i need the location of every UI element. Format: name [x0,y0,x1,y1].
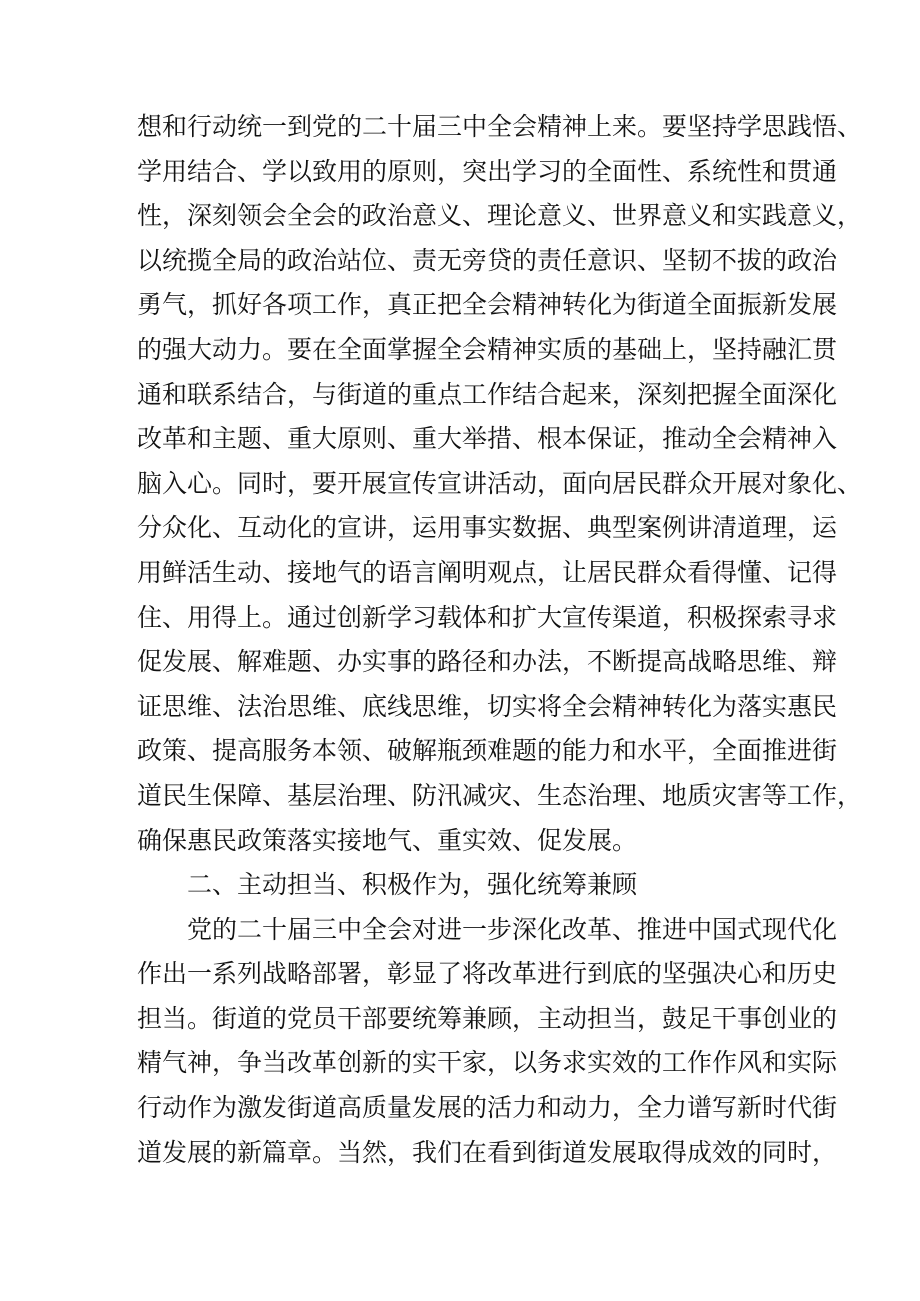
body-line: 担当。街道的党员干部要统筹兼顾，主动担当，鼓足干事创业的 [137,1003,838,1033]
body-line: 性，深刻领会全会的政治意义、理论意义、世界意义和实践意义， [137,201,863,231]
body-line: 用鲜活生动、接地气的语言阐明观点，让居民群众看得懂、记得 [137,557,838,587]
body-line: 证思维、法治思维、底线思维，切实将全会精神转化为落实惠民 [137,691,838,721]
document-body [137,105,863,1175]
paragraph-first-line: 党的二十届三中全会对进一步深化改革、推进中国式现代化 [187,914,838,944]
body-line: 精气神，争当改革创新的实干家，以务求实效的工作作风和实际 [137,1048,838,1078]
body-line: 通和联系结合，与街道的重点工作结合起来，深刻把握全面深化 [137,379,838,409]
section-heading: 二、主动担当、积极作为，强化统筹兼顾 [187,870,638,900]
body-line: 作出一系列战略部署，彰显了将改革进行到底的坚强决心和历史 [137,959,838,989]
body-line: 道发展的新篇章。当然，我们在看到街道发展取得成效的同时， [137,1137,838,1167]
body-line: 学用结合、学以致用的原则，突出学习的全面性、系统性和贯通 [137,156,838,186]
body-line: 促发展、解难题、办实事的路径和办法，不断提高战略思维、辩 [137,647,838,677]
body-line: 以统揽全局的政治站位、责无旁贷的责任意识、坚韧不拔的政治 [137,245,838,275]
body-line: 脑入心。同时，要开展宣传宣讲活动，面向居民群众开展对象化、 [137,468,863,498]
body-line: 道民生保障、基层治理、防汛减灾、生态治理、地质灾害等工作， [137,780,863,810]
body-line: 分众化、互动化的宣讲，运用事实数据、典型案例讲清道理，运 [137,513,838,543]
body-line: 想和行动统一到党的二十届三中全会精神上来。要坚持学思践悟、 [137,112,863,141]
body-line: 的强大动力。要在全面掌握全会精神实质的基础上，坚持融汇贯 [137,334,838,364]
body-line: 行动作为激发街道高质量发展的活力和动力，全力谱写新时代街 [137,1093,838,1123]
body-line: 勇气，抓好各项工作，真正把全会精神转化为街道全面振新发展 [137,290,838,320]
paragraph-last-line: 确保惠民政策落实接地气、重实效、促发展。 [137,825,638,855]
body-line: 政策、提高服务本领、破解瓶颈难题的能力和水平，全面推进街 [137,736,838,766]
body-line: 改革和主题、重大原则、重大举措、根本保证，推动全会精神入 [137,424,838,454]
body-line: 住、用得上。通过创新学习载体和扩大宣传渠道，积极探索寻求 [137,602,838,632]
